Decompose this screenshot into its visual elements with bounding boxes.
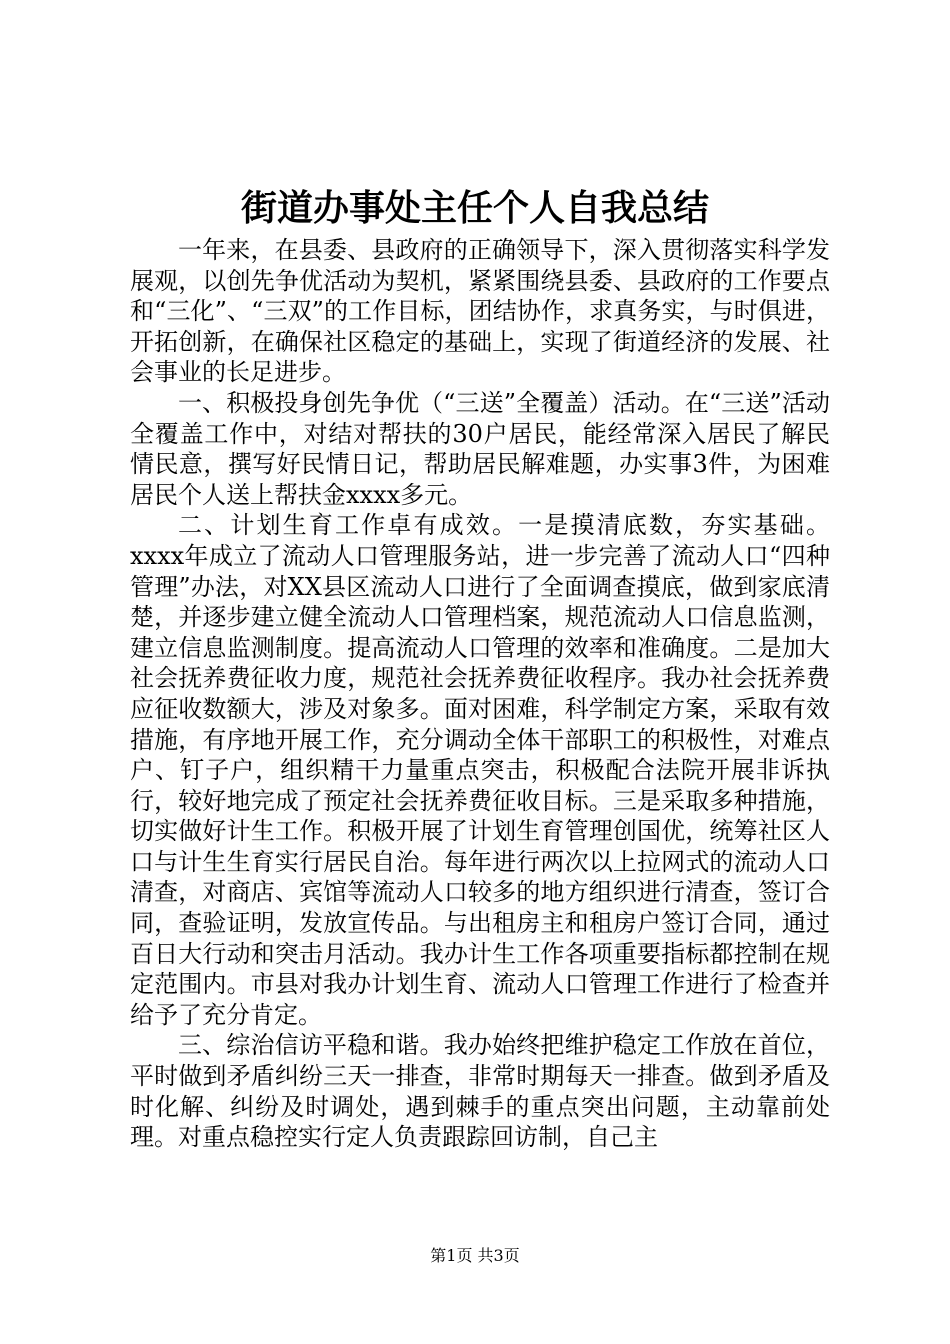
document-title: 街道办事处主任个人自我总结 bbox=[240, 187, 709, 229]
document-body bbox=[130, 235, 830, 1153]
paragraph-section-2: 二、计划生育工作卓有成效。一是摸清底数，夯实基础。xxxx年成立了流动人口管理服务站，进一步完善了流动人口“四种管理”办法，对XX县区流动人口进行了全面调查摸底，做到家底清楚，并逐步建立健全流动人口管理档案，规范流动人口信息监测，建立信息监测制度。提高流动人口管理的效率和准确度。二是加大社会抚养费征收力度，规范社会抚养费征收程序。我办社会抚养费应征收数额大，涉及对象多。面对困难，科学制定方案，采取有效措施，有序地开展工作，充分调动全体干部职工的积极性，对难点户、钉子户，组织精干力量重点突击，积极配合法院开展非诉执行，较好地完成了预定社会抚养费征收目标。三是采取多种措施，切实做好计生工作。积极开展了计划生育管理创国优，统筹社区人口与计生生育实行居民自治。每年进行两次以上拉网式的流动人口清查，对商店、宾馆等流动人口较多的地方组织进行清查，签订合同，查验证明，发放宣传品。与出租房主和租房户签订合同，通过百日大行动和突击月活动。我办计生工作各项重要指标都控制在规定范围内。市县对我办计划生育、流动人口管理工作进行了检查并给予了充分肯定。 bbox=[130, 511, 830, 1029]
page-footer: 第1页 共3页 bbox=[430, 1246, 520, 1265]
paragraph-section-3: 三、综治信访平稳和谐。我办始终把维护稳定工作放在首位，平时做到矛盾纠纷三天一排查，非常时期每天一排查。做到矛盾及时化解、纠纷及时调处，遇到棘手的重点突出问题，主动靠前处理。对重点稳控实行定人负责跟踪回访制，自己主 bbox=[130, 1031, 830, 1152]
paragraph-intro: 一年来，在县委、县政府的正确领导下，深入贯彻落实科学发展观，以创先争优活动为契机，紧紧围绕县委、县政府的工作要点和“三化”、“三双”的工作目标，团结协作，求真务实，与时俱进，开拓创新，在确保社区稳定的基础上，实现了街道经济的发展、社会事业的长足进步。 bbox=[130, 236, 830, 387]
paragraph-section-1: 一、积极投身创先争优（“三送”全覆盖）活动。在“三送”活动全覆盖工作中，对结对帮扶的30户居民，能经常深入居民了解民情民意，撰写好民情日记，帮助居民解难题，办实事3件，为困难居民个人送上帮扶金xxxx多元。 bbox=[130, 388, 830, 509]
